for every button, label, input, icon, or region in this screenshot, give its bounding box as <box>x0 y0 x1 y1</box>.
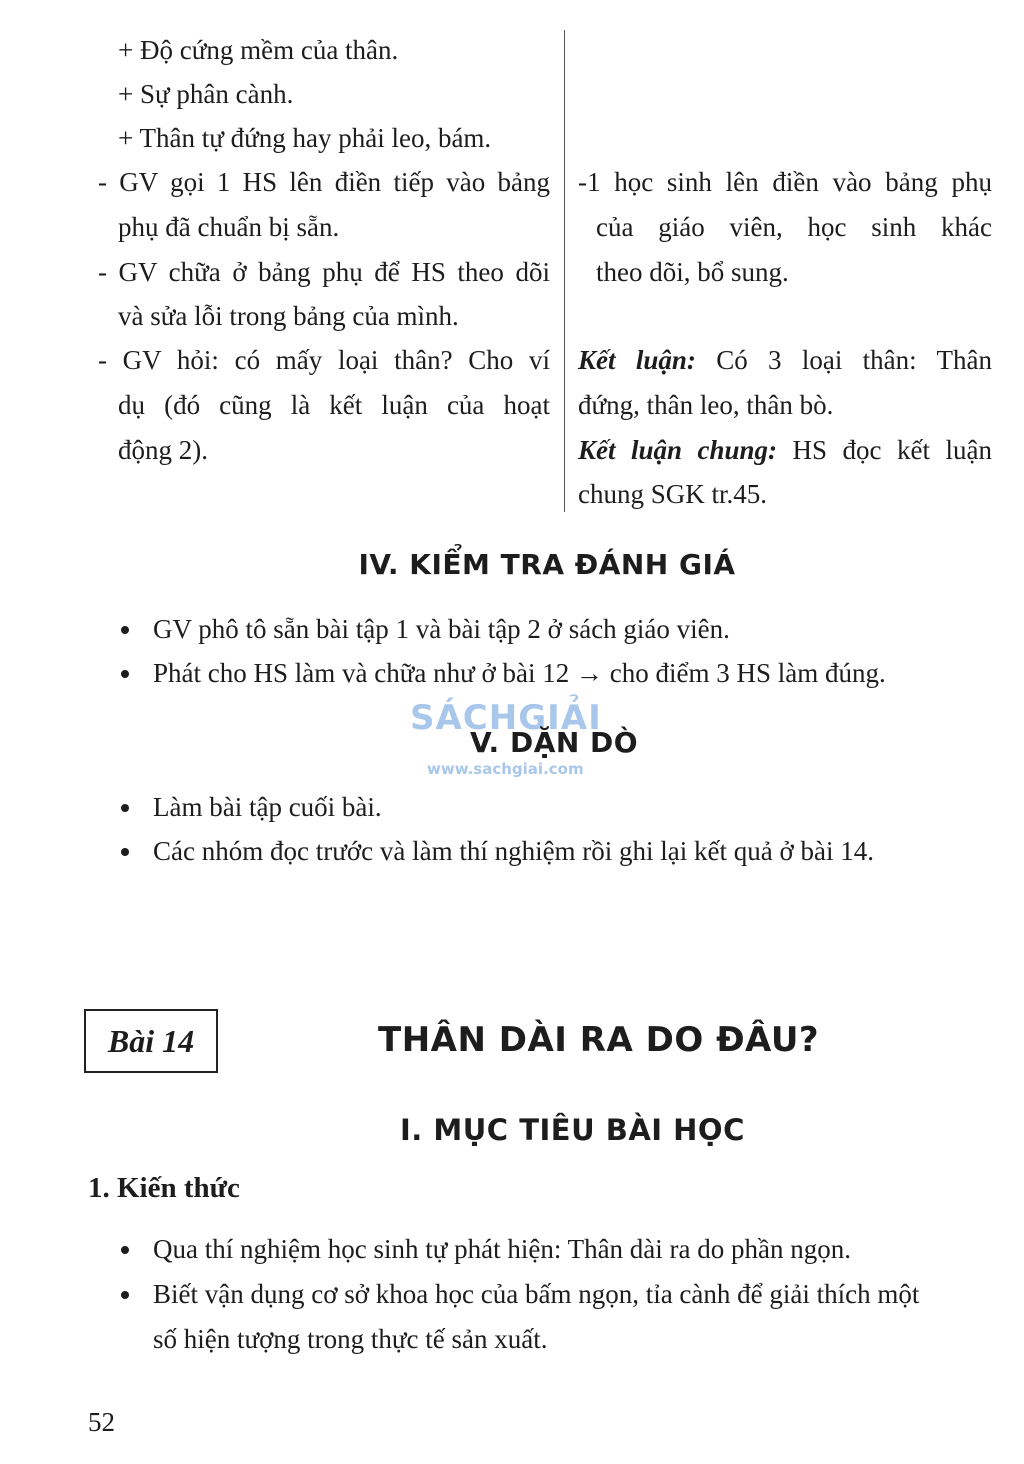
teacher-line: - GV hỏi: có mấy loại thân? Cho ví <box>98 345 550 375</box>
objective-item-continued: số hiện tượng trong thực tế sản xuất. <box>153 1324 548 1354</box>
teacher-line: - GV gọi 1 HS lên điền tiếp vào bảng <box>98 167 550 197</box>
bullet-dot <box>121 670 129 678</box>
page-number: 52 <box>88 1407 115 1437</box>
bullet-dot <box>121 1291 129 1299</box>
lesson-number-box <box>84 1009 218 1073</box>
bullet-dot <box>121 626 129 634</box>
bullet-dot <box>121 804 129 812</box>
section-v-heading: V. DẶN DÒ <box>470 726 639 759</box>
student-line: theo dõi, bổ sung. <box>596 257 789 287</box>
objective-item: Biết vận dụng cơ sở khoa học của bấm ngọn, tỉa cành để giải thích một <box>153 1279 920 1309</box>
knowledge-subheading: 1. Kiến thức <box>88 1172 240 1204</box>
section-iv-item: Phát cho HS làm và chữa như ở bài 12 → cho điểm 3 HS làm đúng. <box>153 658 886 688</box>
column-divider <box>564 30 565 512</box>
conclusion-label: Kết luận: <box>578 345 696 375</box>
general-conclusion-line <box>578 428 992 472</box>
bullet-dot <box>121 1246 129 1254</box>
conclusion-line <box>578 338 992 382</box>
teacher-line: dụ (đó cũng là kết luận của hoạt <box>118 390 550 420</box>
student-line: -1 học sinh lên điền vào bảng phụ <box>578 167 992 197</box>
watermark-url: www.sachgiai.com <box>427 760 584 778</box>
teacher-line: và sửa lỗi trong bảng của mình. <box>118 301 459 331</box>
watermark-logo: SÁCHGIẢI <box>410 698 602 738</box>
teacher-line: động 2). <box>118 435 208 465</box>
bullet-dot <box>121 848 129 856</box>
lesson-title: THÂN DÀI RA DO ĐÂU? <box>378 1020 820 1060</box>
section-iv-item: GV phô tô sẵn bài tập 1 và bài tập 2 ở sách giáo viên. <box>153 614 730 644</box>
teacher-line: + Độ cứng mềm của thân. <box>118 35 399 65</box>
general-conclusion-line: chung SGK tr.45. <box>578 479 767 509</box>
section-v-item: Làm bài tập cuối bài. <box>153 792 382 822</box>
teacher-line: phụ đã chuẩn bị sẵn. <box>118 212 340 242</box>
student-line: của giáo viên, học sinh khác <box>596 212 992 242</box>
teacher-line: - GV chữa ở bảng phụ để HS theo dõi <box>98 257 550 287</box>
objective-item: Qua thí nghiệm học sinh tự phát hiện: Thân dài ra do phần ngọn. <box>153 1234 852 1264</box>
lesson-number: Bài 14 <box>107 1023 195 1059</box>
teacher-line: + Sự phân cành. <box>118 79 294 109</box>
general-conclusion-text: HS đọc kết luận <box>777 435 992 465</box>
general-conclusion-label: Kết luận chung: <box>578 435 778 465</box>
section-v-item: Các nhóm đọc trước và làm thí nghiệm rồi ghi lại kết quả ở bài 14. <box>153 836 875 866</box>
conclusion-text: Có 3 loại thân: Thân <box>695 345 992 375</box>
teacher-line: + Thân tự đứng hay phải leo, bám. <box>118 123 492 153</box>
conclusion-line: đứng, thân leo, thân bò. <box>578 390 834 420</box>
objectives-heading: I. MỤC TIÊU BÀI HỌC <box>400 1113 745 1147</box>
section-iv-heading: IV. KIỂM TRA ĐÁNH GIÁ <box>358 548 736 581</box>
